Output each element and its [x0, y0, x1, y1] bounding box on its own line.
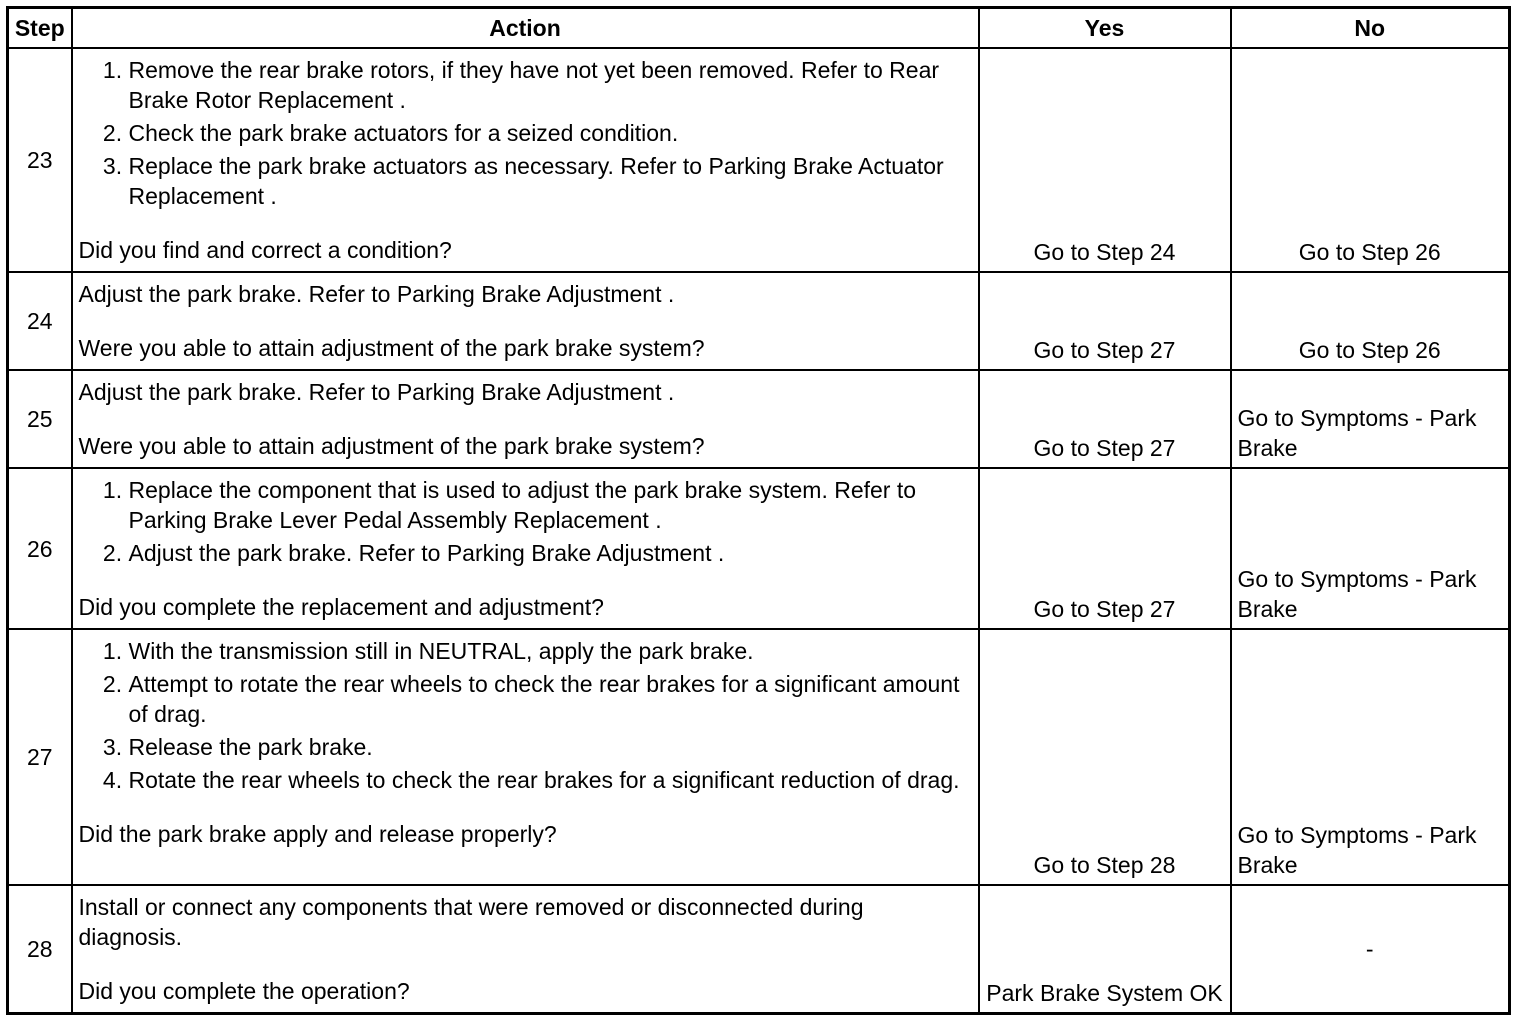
list-item: 2. Check the park brake actuators for a seized condition.	[129, 118, 972, 148]
header-action: Action	[72, 8, 979, 49]
table-row	[8, 48, 1510, 272]
step-number: 25	[8, 370, 72, 468]
header-row	[8, 8, 1510, 49]
diagnostic-table	[6, 6, 1511, 1015]
action-text: Install or connect any components that were removed or disconnected during diagnosis.	[78, 894, 864, 950]
question-text: Did you complete the operation?	[78, 978, 410, 1004]
action-cell	[72, 885, 979, 1014]
list-item: 1. With the transmission still in NEUTRAL, apply the park brake.	[129, 636, 972, 666]
header-yes: Yes	[979, 8, 1231, 49]
table-row	[8, 629, 1510, 885]
yes-cell: Go to Step 27	[979, 370, 1231, 468]
table-row	[8, 885, 1510, 1014]
step-number: 23	[8, 48, 72, 272]
list-item: 2. Adjust the park brake. Refer to Parking Brake Adjustment .	[129, 538, 972, 568]
action-cell	[72, 629, 979, 885]
question-text: Did you complete the replacement and adjustment?	[78, 594, 604, 620]
no-cell: Go to Symptoms - Park Brake	[1231, 468, 1510, 629]
list-item: 1. Remove the rear brake rotors, if they have not yet been removed. Refer to Rear Brake Rotor Replacement .	[129, 55, 972, 115]
list-item: 3. Replace the park brake actuators as necessary. Refer to Parking Brake Actuator Replacement .	[129, 151, 972, 211]
list-item: 4. Rotate the rear wheels to check the rear brakes for a significant reduction of drag.	[129, 765, 972, 795]
question-text: Were you able to attain adjustment of the park brake system?	[78, 433, 705, 459]
list-item: 1. Replace the component that is used to adjust the park brake system. Refer to Parking Brake Lever Pedal Assembly Replacement .	[129, 475, 972, 535]
table-row	[8, 370, 1510, 468]
header-no: No	[1231, 8, 1510, 49]
yes-cell: Go to Step 28	[979, 629, 1231, 885]
yes-cell: Go to Step 27	[979, 468, 1231, 629]
no-cell: Go to Step 26	[1231, 48, 1510, 272]
question-text: Were you able to attain adjustment of the park brake system?	[78, 335, 705, 361]
list-item: 3. Release the park brake.	[129, 732, 972, 762]
yes-cell: Park Brake System OK	[979, 885, 1231, 1014]
action-list	[79, 636, 972, 795]
action-cell	[72, 272, 979, 370]
action-list	[79, 55, 972, 211]
yes-cell: Go to Step 27	[979, 272, 1231, 370]
no-cell: Go to Symptoms - Park Brake	[1231, 629, 1510, 885]
question-text: Did the park brake apply and release properly?	[78, 821, 557, 847]
action-text: Adjust the park brake. Refer to Parking Brake Adjustment .	[78, 379, 675, 405]
header-step: Step	[8, 8, 72, 49]
table-row	[8, 272, 1510, 370]
yes-cell: Go to Step 24	[979, 48, 1231, 272]
step-number: 24	[8, 272, 72, 370]
action-text: Adjust the park brake. Refer to Parking Brake Adjustment .	[78, 281, 675, 307]
action-cell	[72, 48, 979, 272]
step-number: 28	[8, 885, 72, 1014]
action-list	[79, 475, 972, 568]
step-number: 27	[8, 629, 72, 885]
no-cell: Go to Symptoms - Park Brake	[1231, 370, 1510, 468]
step-number: 26	[8, 468, 72, 629]
no-cell: Go to Step 26	[1231, 272, 1510, 370]
action-cell	[72, 468, 979, 629]
list-item: 2. Attempt to rotate the rear wheels to check the rear brakes for a significant amount of drag.	[129, 669, 972, 729]
no-cell: -	[1231, 885, 1510, 1014]
action-cell	[72, 370, 979, 468]
table-row	[8, 468, 1510, 629]
question-text: Did you find and correct a condition?	[78, 237, 452, 263]
